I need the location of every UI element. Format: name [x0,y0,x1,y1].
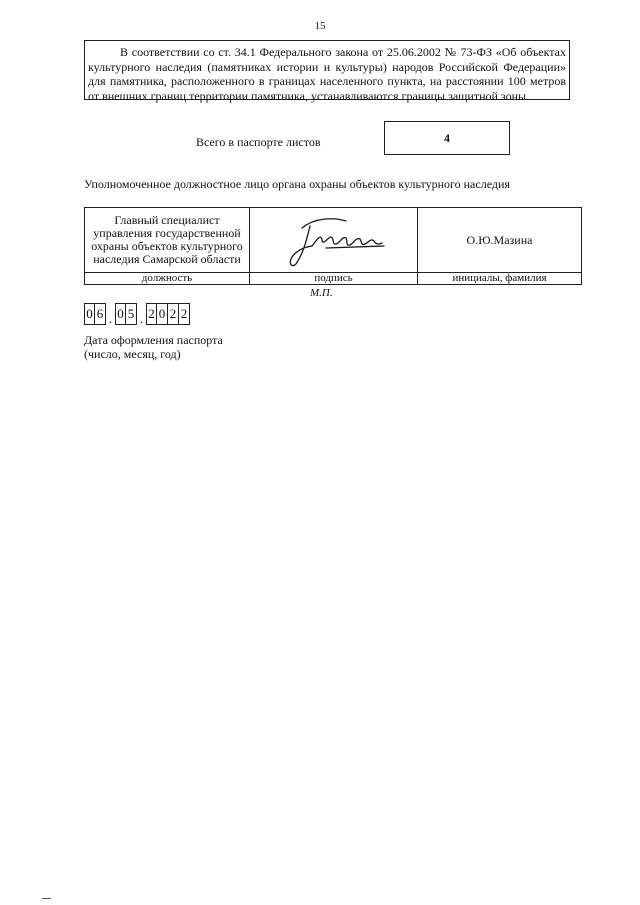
sheets-count-value: 4 [444,130,450,145]
notice-text: В соответствии со ст. 34.1 Федерального закона от 25.06.2002 № 73-ФЗ «Об объектах культурного наследия (памятниках истории и культуры) народов Российской Федерации» для памятника, расположенного в границах населенного пункта, на расстоянии 100 метров от внешних границ территории памятника, устанавливаются границы защитной зоны. [88,45,566,103]
stamp-mark: М.П. [310,287,333,299]
name-caption: инициалы, фамилия [418,273,582,285]
corner-mark [42,898,51,899]
page-number: 15 [314,20,326,32]
day-digit: 0 [84,303,95,325]
signature-table [84,207,582,285]
issue-date-caption [84,333,223,361]
protective-zone-notice [84,40,570,103]
year-digit: 2 [179,303,190,325]
day-digit: 6 [95,303,106,325]
signature-caption: подпись [250,273,418,285]
date-separator: . [108,311,113,326]
handwritten-signature [274,208,394,268]
year-digit: 2 [146,303,157,325]
signature-row [85,208,582,273]
position-cell: Главный специалист управления государственной охраны объектов культурного наследия Самарской области [85,208,250,273]
authorized-official-heading: Уполномоченное должностное лицо органа охраны объектов культурного наследия [84,177,510,191]
year-digit: 0 [157,303,168,325]
position-caption: должность [85,273,250,285]
month-digit: 5 [126,303,137,325]
issue-date-boxes [84,303,190,325]
signature-cell [250,208,418,273]
captions-row [85,273,582,285]
month-digit: 0 [115,303,126,325]
issue-date-caption-line: (число, месяц, год) [84,347,181,361]
date-separator: . [139,311,144,326]
issue-date-caption-line: Дата оформления паспорта [84,333,223,347]
sheets-count-label: Всего в паспорте листов [196,135,321,149]
full-name-cell: О.Ю.Мазина [418,208,582,273]
year-digit: 2 [168,303,179,325]
sheets-count-box [384,121,510,155]
